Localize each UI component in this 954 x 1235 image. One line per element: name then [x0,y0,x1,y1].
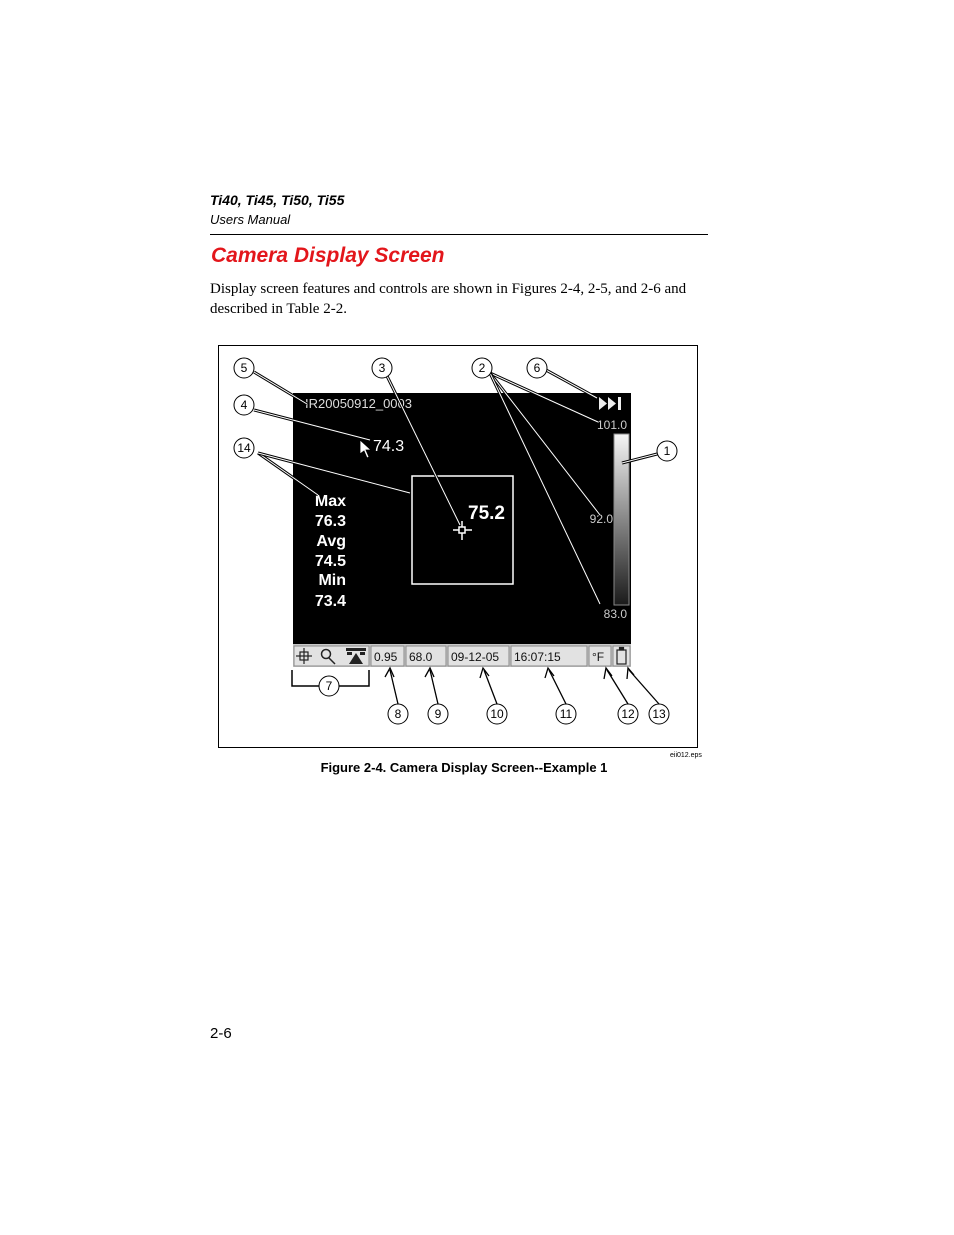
manual-product-title: Ti40, Ti45, Ti50, Ti55 [210,192,345,208]
callout-3-label: 3 [378,361,386,375]
color-scale-bar [614,434,629,605]
section-title: Camera Display Screen [211,244,445,267]
callout-11-label: 11 [559,707,573,721]
stat-avg-value: 74.5 [314,553,346,570]
emissivity-value: 0.95 [374,650,398,664]
callout-6-label: 6 [533,361,541,375]
stat-min-label: Min [318,572,346,589]
scale-mid-value: 92.0 [589,512,613,526]
callout-7-label: 7 [325,679,333,693]
stat-max-label: Max [314,493,346,510]
scale-bottom-value: 83.0 [603,607,627,621]
center-temperature: 75.2 [468,503,505,524]
callout-9-label: 9 [434,707,442,721]
page-number: 2-6 [210,1025,232,1042]
callout-10-label: 10 [490,707,504,721]
cursor-temperature: 74.3 [373,438,405,455]
callout-12-label: 12 [621,707,635,721]
stat-avg-label: Avg [316,533,346,550]
stat-min-value: 73.4 [314,593,346,610]
figure-caption: Figure 2-4. Camera Display Screen--Example 1 [320,760,608,775]
scale-top-value: 101.0 [596,418,627,432]
figure-caption-wrap [0,760,954,775]
date-value: 09-12-05 [451,650,500,664]
stat-max-value: 76.3 [314,513,346,530]
unit-value: °F [592,650,605,664]
manual-subtitle: Users Manual [210,212,291,227]
callout-2-label: 2 [478,361,486,375]
time-value: 16:07:15 [514,650,561,664]
figure-file-label: eii012.eps [670,752,702,759]
callout-14-label: 14 [237,441,251,455]
callout-5-label: 5 [240,361,248,375]
callout-4-label: 4 [240,398,248,412]
callout-8-label: 8 [394,707,402,721]
callout-13-label: 13 [652,707,666,721]
image-filename: IR20050912_0003 [305,396,412,411]
callout-1-label: 1 [663,444,671,458]
background-temp-value: 68.0 [409,650,433,664]
section-body: Display screen features and controls are shown in Figures 2-4, 2-5, and 2-6 and described in Table 2-2. [210,281,687,317]
status-callout-lines [329,668,659,704]
